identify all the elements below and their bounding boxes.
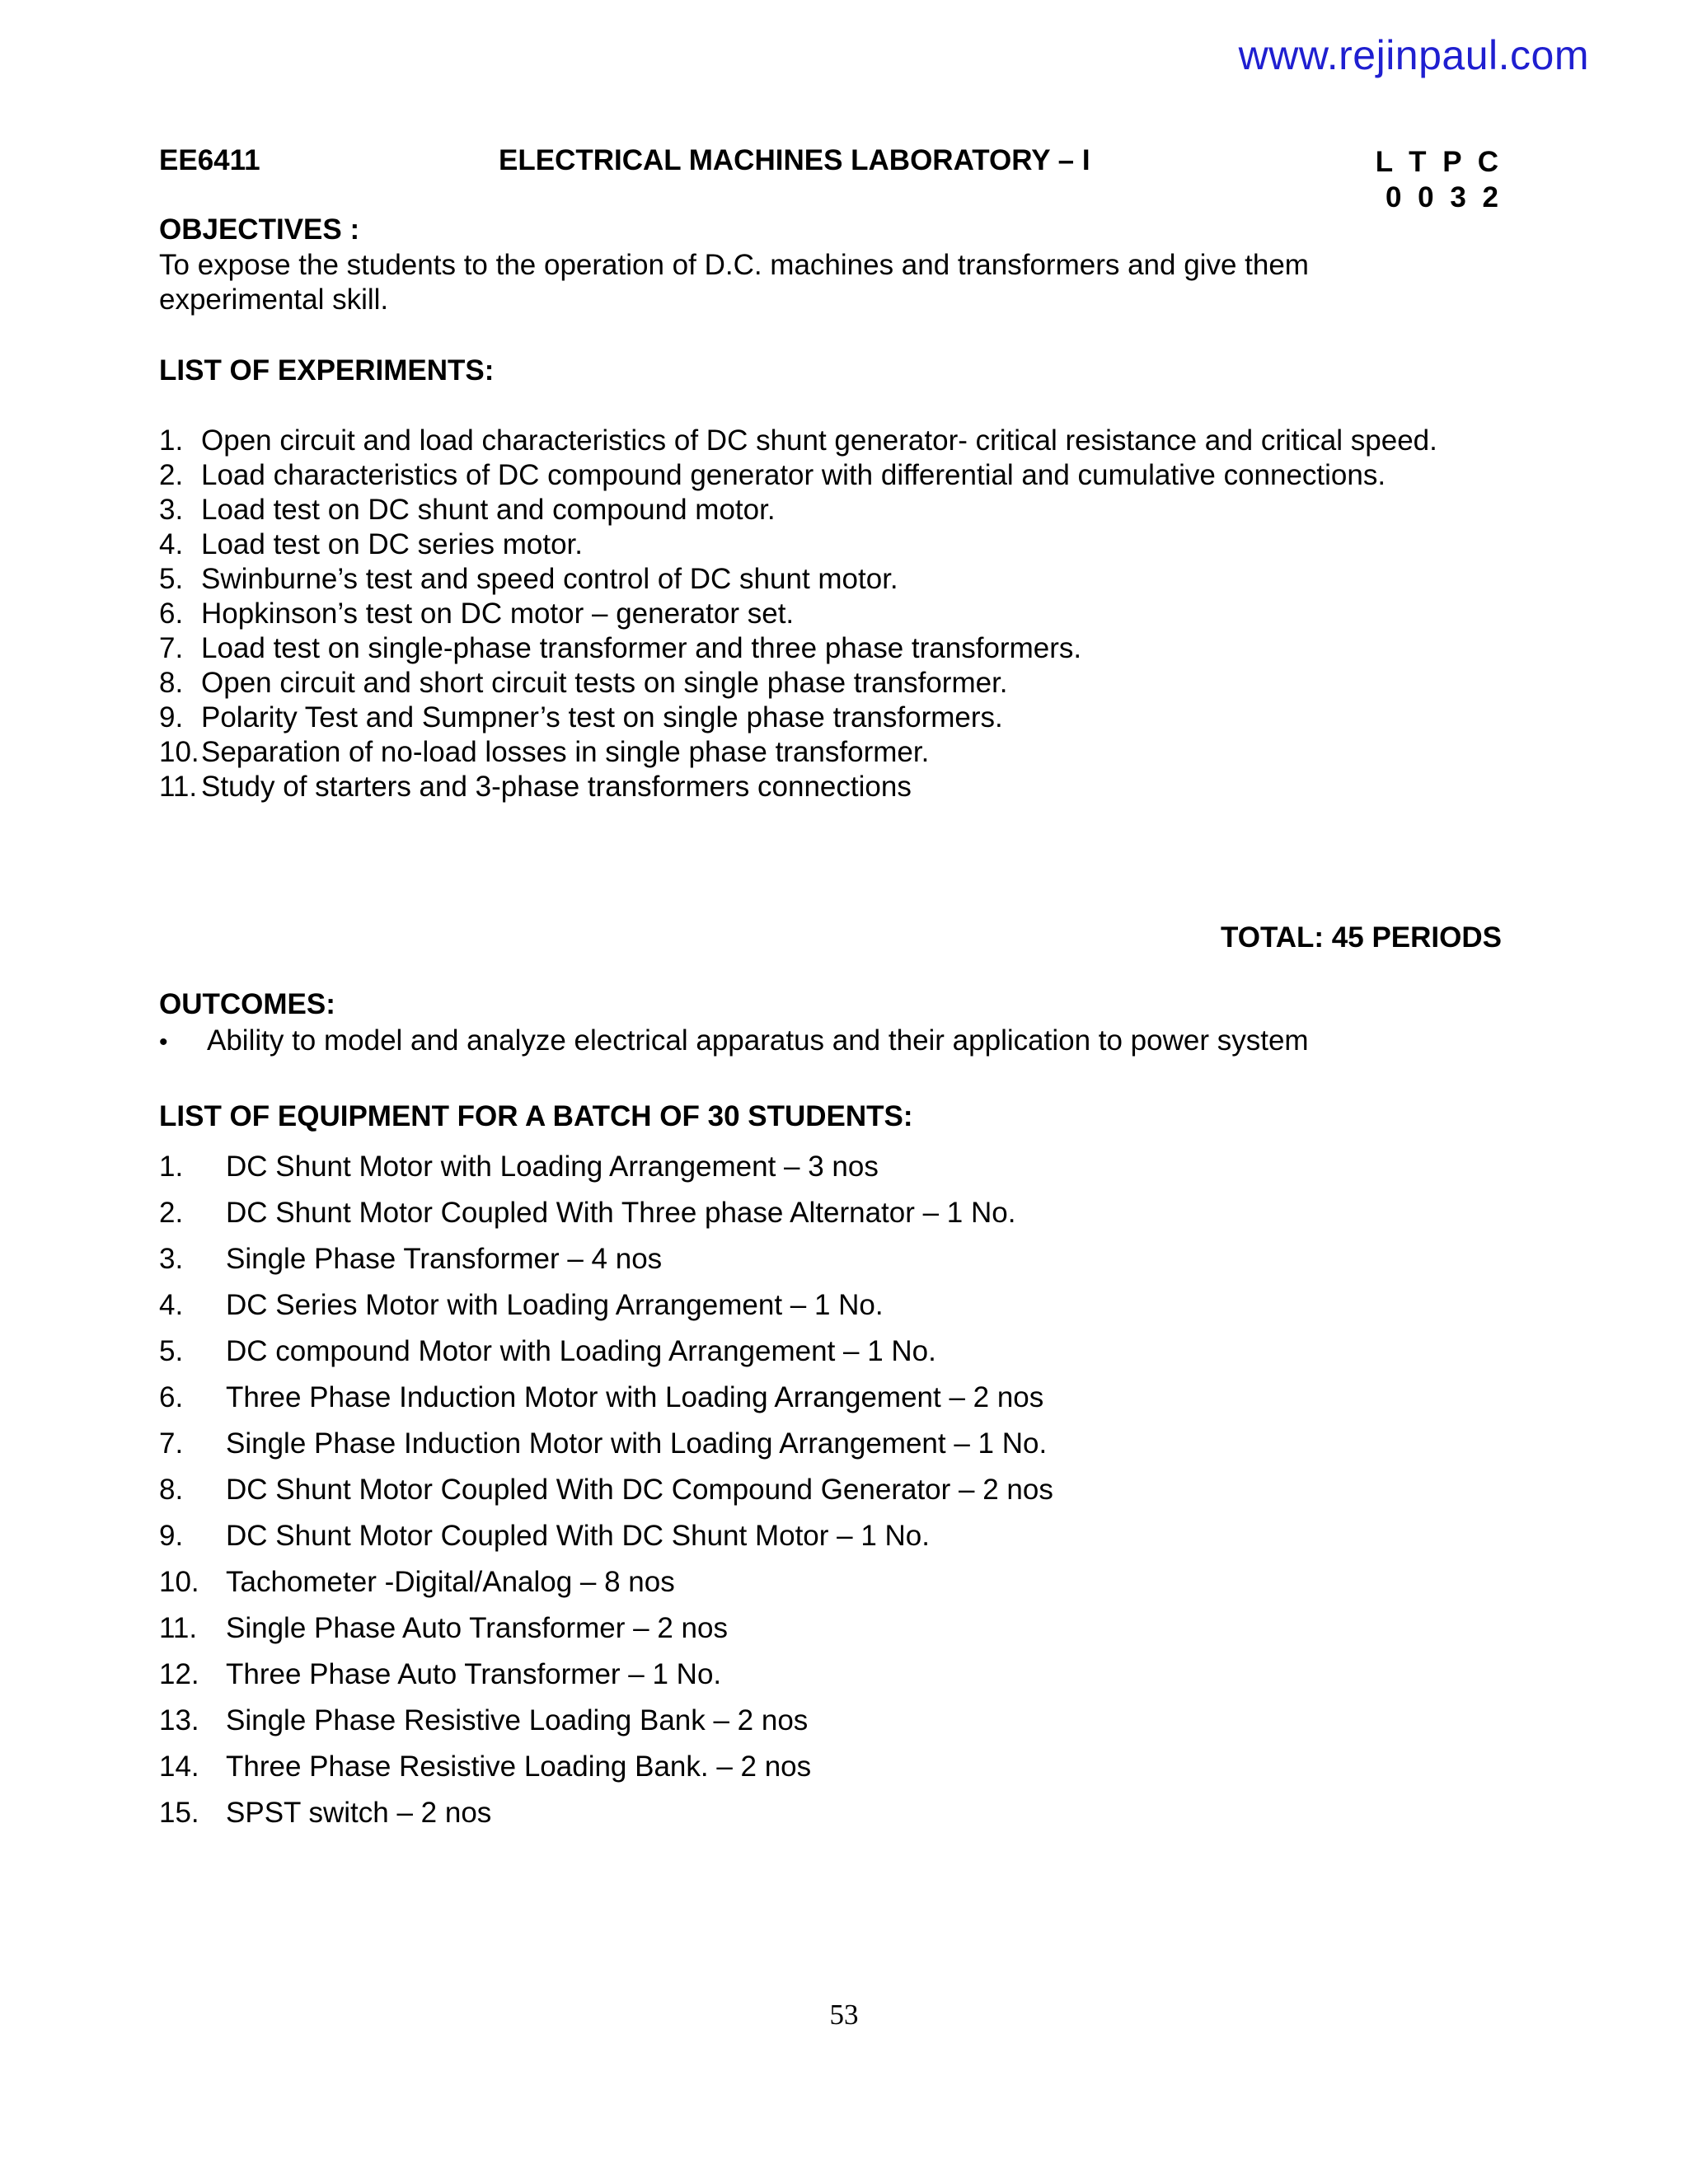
equipment-number: 11. xyxy=(159,1612,198,1644)
bullet-icon: • xyxy=(159,1029,168,1056)
equipment-item xyxy=(159,1605,1503,1652)
experiment-number: 10. xyxy=(159,736,199,768)
experiment-item xyxy=(159,597,1503,631)
experiment-text: Open circuit and short circuit tests on single phase transformer. xyxy=(201,667,1008,699)
course-header xyxy=(159,144,1503,218)
equipment-text: DC compound Motor with Loading Arrangement – 1 No. xyxy=(226,1335,936,1367)
equipment-item xyxy=(159,1329,1503,1375)
equipment-item xyxy=(159,1190,1503,1236)
equipment-text: DC Series Motor with Loading Arrangement – 1 No. xyxy=(226,1289,884,1321)
website-url[interactable]: www.rejinpaul.com xyxy=(1238,32,1589,78)
equipment-text: Three Phase Resistive Loading Bank. – 2 nos xyxy=(226,1750,812,1783)
outcome-text: Ability to model and analyze electrical apparatus and their application to power system xyxy=(207,1024,1309,1057)
equipment-text: DC Shunt Motor Coupled With DC Compound Generator – 2 nos xyxy=(226,1474,1053,1506)
experiment-number: 2. xyxy=(159,459,184,491)
total-periods: TOTAL: 45 PERIODS xyxy=(1221,921,1502,954)
equipment-list xyxy=(159,1144,1503,1836)
experiment-item xyxy=(159,527,1503,562)
page-number: 53 xyxy=(829,1999,859,2031)
equipment-item xyxy=(159,1467,1503,1513)
equipment-item xyxy=(159,1375,1503,1421)
equipment-item xyxy=(159,1513,1503,1559)
outcomes-heading: OUTCOMES: xyxy=(159,988,335,1020)
equipment-number: 5. xyxy=(159,1335,184,1367)
equipment-text: Tachometer -Digital/Analog – 8 nos xyxy=(226,1566,675,1598)
equipment-number: 7. xyxy=(159,1427,184,1460)
equipment-number: 15. xyxy=(159,1797,199,1829)
equipment-item xyxy=(159,1282,1503,1329)
experiment-item xyxy=(159,770,1503,804)
equipment-number: 6. xyxy=(159,1381,184,1413)
equipment-text: Three Phase Induction Motor with Loading Arrangement – 2 nos xyxy=(226,1381,1044,1413)
experiment-text: Swinburne’s test and speed control of DC shunt motor. xyxy=(201,563,898,595)
equipment-text: DC Shunt Motor Coupled With DC Shunt Motor – 1 No. xyxy=(226,1520,930,1552)
experiment-text: Separation of no-load losses in single phase transformer. xyxy=(201,736,930,768)
equipment-number: 12. xyxy=(159,1658,199,1690)
equipment-text: Single Phase Induction Motor with Loading Arrangement – 1 No. xyxy=(226,1427,1048,1460)
equipment-item xyxy=(159,1698,1503,1744)
experiment-item xyxy=(159,562,1503,597)
equipment-number: 4. xyxy=(159,1289,184,1321)
equipment-text: Single Phase Auto Transformer – 2 nos xyxy=(226,1612,728,1644)
experiment-item xyxy=(159,424,1503,458)
equipment-text: Single Phase Resistive Loading Bank – 2 nos xyxy=(226,1704,809,1736)
equipment-number: 14. xyxy=(159,1750,199,1783)
course-code: EE6411 xyxy=(159,144,260,176)
equipment-text: DC Shunt Motor with Loading Arrangement – 3 nos xyxy=(226,1151,879,1183)
objectives-text: To expose the students to the operation of D.C. machines and transformers and give them experimental skill. xyxy=(159,249,1309,316)
equipment-number: 1. xyxy=(159,1151,184,1183)
equipment-item xyxy=(159,1236,1503,1282)
equipment-item xyxy=(159,1744,1503,1790)
experiment-text: Load test on DC series motor. xyxy=(201,528,583,560)
experiment-number: 7. xyxy=(159,632,184,664)
equipment-heading: LIST OF EQUIPMENT FOR A BATCH OF 30 STUDENTS: xyxy=(159,1100,913,1132)
experiment-number: 4. xyxy=(159,528,184,560)
outcome-item xyxy=(159,1024,1309,1057)
experiment-text: Study of starters and 3-phase transformers connections xyxy=(201,771,912,803)
experiment-number: 3. xyxy=(159,494,184,526)
experiment-number: 11. xyxy=(159,771,198,803)
experiment-item xyxy=(159,631,1503,666)
course-title: ELECTRICAL MACHINES LABORATORY – I xyxy=(499,144,1090,176)
experiment-text: Polarity Test and Sumpner’s test on single phase transformers. xyxy=(201,701,1003,733)
equipment-item xyxy=(159,1559,1503,1605)
experiment-number: 1. xyxy=(159,424,184,457)
equipment-number: 9. xyxy=(159,1520,184,1552)
equipment-number: 13. xyxy=(159,1704,199,1736)
experiments-heading: LIST OF EXPERIMENTS: xyxy=(159,354,495,387)
experiment-text: Load test on DC shunt and compound motor. xyxy=(201,494,776,526)
equipment-item xyxy=(159,1421,1503,1467)
experiment-item xyxy=(159,458,1503,493)
experiment-item xyxy=(159,735,1503,770)
equipment-number: 8. xyxy=(159,1474,184,1506)
experiment-number: 5. xyxy=(159,563,184,595)
experiment-number: 8. xyxy=(159,667,184,699)
experiment-item xyxy=(159,666,1503,701)
experiment-text: Load characteristics of DC compound generator with differential and cumulative connections. xyxy=(201,459,1386,491)
ltpc-values: 0 0 3 2 xyxy=(1385,181,1503,213)
experiment-text: Hopkinson’s test on DC motor – generator set. xyxy=(201,598,795,630)
experiment-number: 6. xyxy=(159,598,184,630)
equipment-text: Single Phase Transformer – 4 nos xyxy=(226,1243,663,1275)
equipment-number: 2. xyxy=(159,1197,184,1229)
experiment-text: Load test on single-phase transformer and three phase transformers. xyxy=(201,632,1082,664)
equipment-item xyxy=(159,1144,1503,1190)
equipment-item xyxy=(159,1652,1503,1698)
experiment-number: 9. xyxy=(159,701,184,733)
equipment-item xyxy=(159,1790,1503,1836)
equipment-text: Three Phase Auto Transformer – 1 No. xyxy=(226,1658,722,1690)
equipment-number: 3. xyxy=(159,1243,184,1275)
ltpc-block xyxy=(1376,144,1503,215)
experiments-list xyxy=(159,424,1503,804)
experiment-item xyxy=(159,701,1503,735)
equipment-number: 10. xyxy=(159,1566,199,1598)
ltpc-labels: L T P C xyxy=(1375,146,1503,178)
experiment-text: Open circuit and load characteristics of DC shunt generator- critical resistance and critical speed. xyxy=(201,424,1437,457)
equipment-text: SPST switch – 2 nos xyxy=(226,1797,492,1829)
objectives-heading: OBJECTIVES : xyxy=(159,213,360,246)
experiment-item xyxy=(159,493,1503,527)
equipment-text: DC Shunt Motor Coupled With Three phase Alternator – 1 No. xyxy=(226,1197,1016,1229)
